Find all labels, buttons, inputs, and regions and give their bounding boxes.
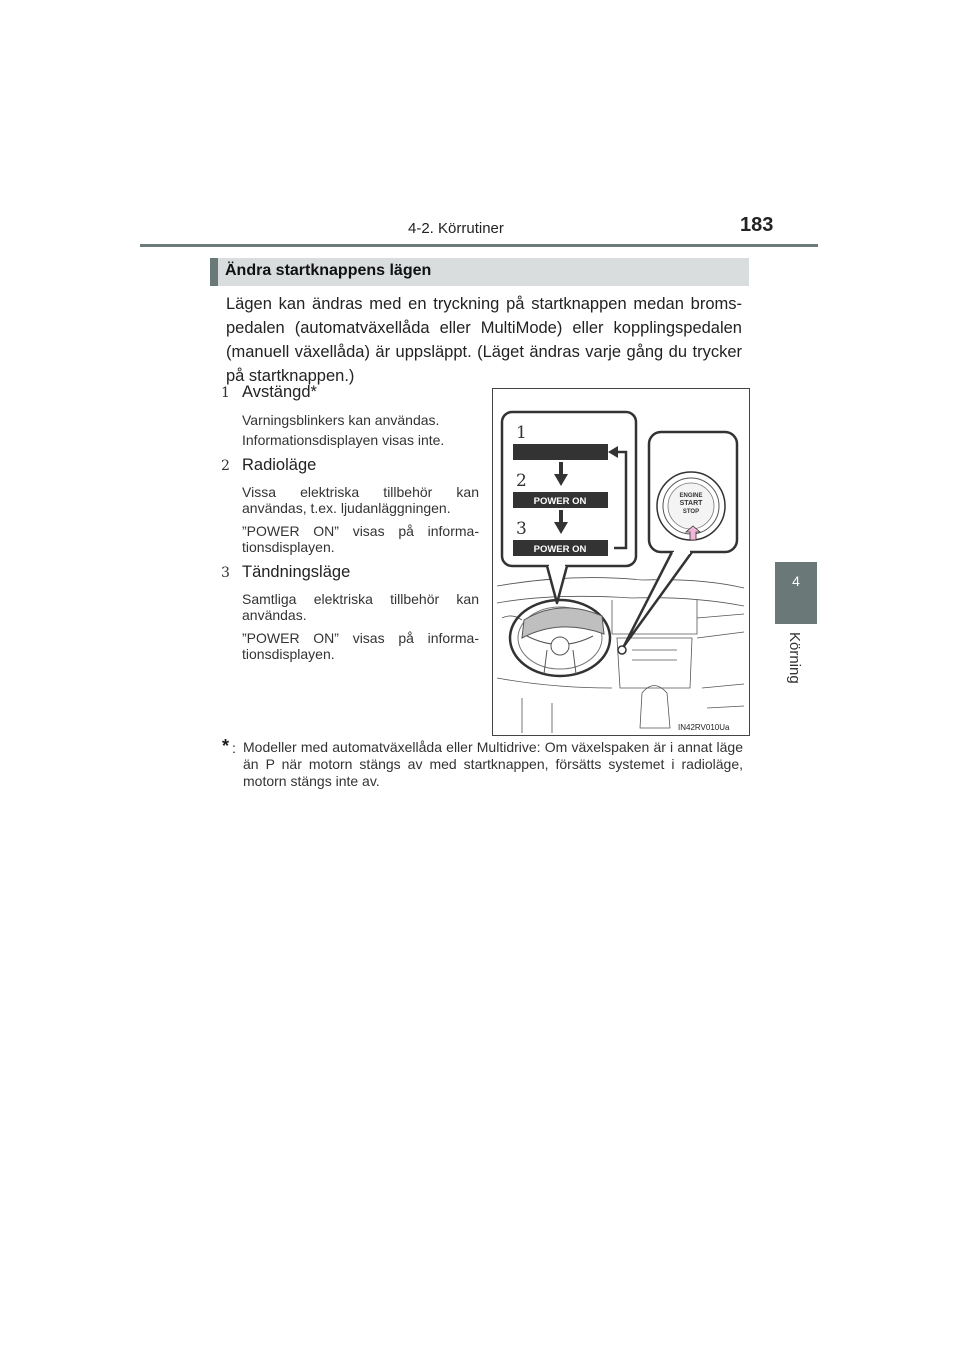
step-number: 2	[516, 471, 527, 491]
item-description: Varningsblinkers kan användas.	[242, 412, 440, 428]
item-title: Tändningsläge	[242, 563, 351, 581]
item-number: 1	[221, 385, 230, 401]
figure-code: IN42RV010Ua	[678, 723, 730, 732]
button-label: ENGINE	[679, 493, 703, 499]
chapter-tab	[775, 562, 817, 624]
footnote-text: Modeller med automatväxellåda eller Multidrive: Om växelspaken är i annat läge än P när motorn stängs av med startknappen, försätts systemet i radioläge, motorn stängs inte av.	[243, 739, 743, 789]
section-heading-bar	[210, 258, 218, 286]
step-number: 1	[516, 423, 527, 443]
page-number: 183	[740, 214, 774, 236]
display-text: POWER ON	[533, 496, 587, 507]
item-number: 3	[221, 565, 230, 581]
item-number: 2	[221, 458, 230, 474]
button-label: STOP	[682, 509, 700, 515]
section-title: 4-2. Körrutiner	[408, 220, 504, 237]
chapter-tab-number: 4	[792, 573, 800, 589]
start-button-illustration	[492, 388, 750, 736]
footnote-colon: :	[232, 740, 236, 756]
section-heading: Ändra startknappens lägen	[225, 262, 432, 279]
header-rule	[140, 244, 818, 247]
item-description: ”POWER ON” visas på informationsdisplayen.	[242, 630, 479, 662]
step-number: 3	[516, 519, 527, 539]
item-description: Vissa elektriska tillbehör kan användas, t.ex. ljudanläggningen.	[242, 484, 479, 516]
item-description: ”POWER ON” visas på informationsdisplayen.	[242, 523, 479, 555]
item-description: Samtliga elektriska tillbehör kan användas.	[242, 591, 479, 623]
display-text: POWER ON	[533, 544, 587, 555]
chapter-tab-label: Körning	[786, 632, 803, 684]
button-label: START	[679, 500, 703, 507]
footnote-marker: *	[222, 736, 230, 756]
item-description: Informationsdisplayen visas inte.	[242, 432, 445, 448]
item-title: Avstängd*	[242, 383, 317, 401]
intro-paragraph: Lägen kan ändras med en tryckning på startknappen medan bromspedalen (automatväxellåda eller MultiMode) eller kopplingspedalen (manuell växellåda) är uppsläppt. (Läget ändras varje gång du trycker på startknappen.)	[226, 295, 742, 385]
item-title: Radioläge	[242, 456, 317, 474]
